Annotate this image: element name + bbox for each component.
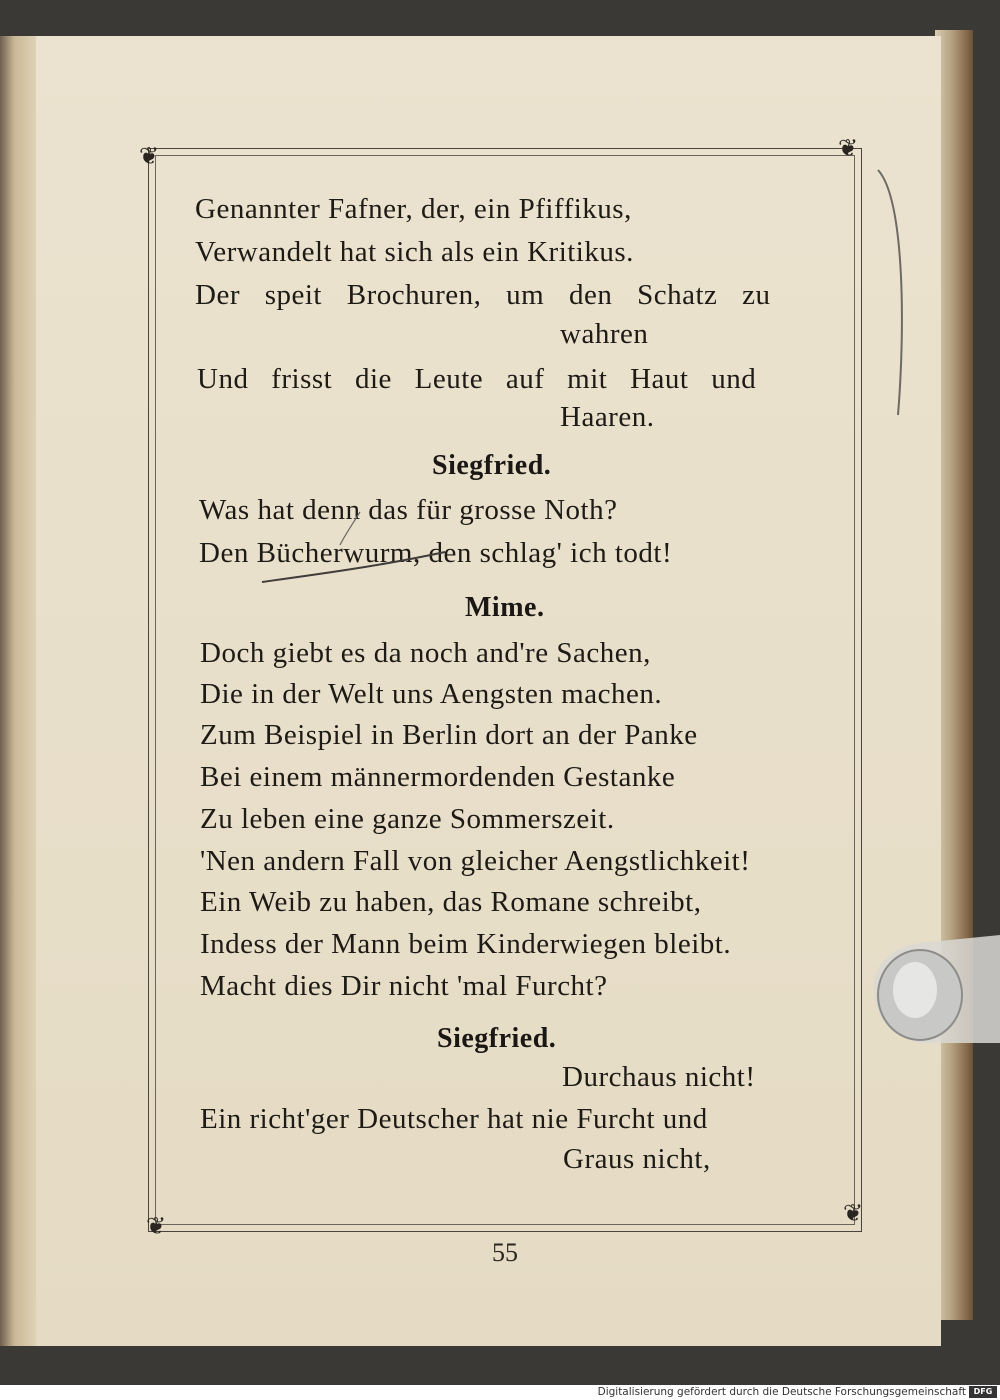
verse-line: Indess der Mann beim Kinderwiegen bleibt. (200, 928, 732, 960)
verse-line: Genannter Fafner, der, ein Pfiffikus, (195, 193, 632, 225)
corner-ornament-icon: ❦ (145, 1212, 167, 1240)
verse-line: Haaren. (560, 401, 655, 433)
dfg-logo: DFG (969, 1386, 997, 1398)
corner-ornament-icon: ❦ (837, 134, 859, 162)
verse-line: Die in der Welt uns Aengsten machen. (200, 678, 663, 710)
verse-line: Macht dies Dir nicht 'mal Furcht? (200, 970, 608, 1002)
pencil-underline (262, 552, 445, 582)
verse-line: Verwandelt hat sich als ein Kritikus. (195, 236, 634, 268)
verse-line: wahren (560, 318, 649, 350)
verse-line: Zu leben eine ganze Sommerszeit. (200, 803, 615, 835)
footer-credit: Digitalisierung gefördert durch die Deutsche Forschungsgemeinschaft (597, 1386, 966, 1398)
verse-line: Graus nicht, (563, 1143, 711, 1175)
verse-line: Bei einem männermordenden Gestanke (200, 761, 676, 793)
verse-line: Den Bücherwurm, den schlag' ich todt! (199, 537, 673, 569)
verse-line: Was hat denn das für grosse Noth? (199, 494, 618, 526)
speaker-name: Siegfried. (432, 450, 552, 481)
pencil-stroke (340, 512, 360, 545)
speaker-name: Mime. (465, 592, 545, 623)
page-clip (870, 935, 1000, 1055)
verse-line: Der speit Brochuren, um den Schatz zu (195, 279, 771, 311)
pencil-margin-line (878, 170, 902, 415)
corner-ornament-icon: ❦ (138, 142, 160, 170)
verse-line: Zum Beispiel in Berlin dort an der Panke (200, 719, 698, 751)
verse-line: Ein Weib zu haben, das Romane schreibt, (200, 886, 702, 918)
verse-line: 'Nen andern Fall von gleicher Aengstlichkeit! (200, 845, 751, 877)
page-number: 55 (492, 1238, 518, 1267)
verse-line: Durchaus nicht! (562, 1061, 756, 1093)
verse-line: Ein richt'ger Deutscher hat nie Furcht und (200, 1103, 708, 1135)
verse-line: Und frisst die Leute auf mit Haut und (197, 363, 757, 395)
speaker-name: Siegfried. (437, 1023, 557, 1054)
verse-line: Doch giebt es da noch and're Sachen, (200, 637, 651, 669)
corner-ornament-icon: ❦ (842, 1199, 864, 1227)
